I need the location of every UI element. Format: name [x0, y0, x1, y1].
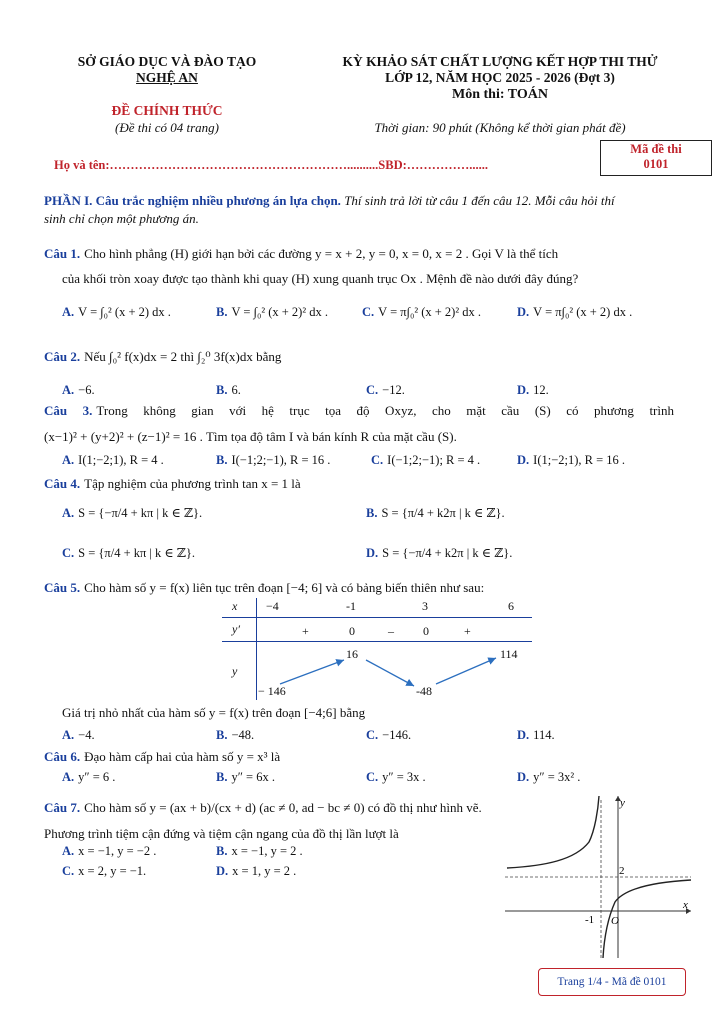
q1-option-b: B. V = ∫₀² (x + 2)² dx .	[216, 305, 328, 319]
arrow-down	[366, 660, 414, 686]
q7-option-b: B. x = −1, y = 2 .	[216, 844, 303, 858]
table-x-value: -1	[346, 599, 356, 613]
variation-arrows	[222, 598, 532, 700]
y-axis-label: y	[620, 797, 625, 809]
label-origin: O	[611, 915, 619, 927]
table-sign: +	[464, 624, 471, 638]
q1-text: Câu 1. Cho hình phẳng (H) giới hạn bởi các đường y = x + 2, y = 0, x = 0, x = 2 . Gọi V là thể tích	[44, 246, 559, 261]
official-label: ĐỀ CHÍNH THỨC	[111, 103, 223, 118]
q5-option-a: A. −4.	[62, 728, 95, 742]
table-x-value: 3	[422, 599, 428, 613]
part1-instructions: PHẦN I. Câu trắc nghiệm nhiều phương án lựa chọn. Thí sinh trả lời từ câu 1 đến câu 12. Mỗi câu hỏi thí sinh chỉ chọn một phương án.	[44, 193, 615, 226]
q1-text-b: của khối tròn xoay được tạo thành khi quay (H) xung quanh trục Ox . Mệnh đề nào dưới đây đúng?	[62, 271, 579, 286]
exam-code-value: 0101	[643, 157, 669, 171]
q7-option-d: D. x = 1, y = 2 .	[216, 864, 297, 878]
q6-text: Câu 6. Đạo hàm cấp hai của hàm số y = x³ là	[44, 749, 281, 764]
q6-option-b: B. y″ = 6x .	[216, 770, 275, 784]
pages-note: (Đề thi có 04 trang)	[115, 120, 219, 135]
q2-option-d: D. 12.	[517, 383, 549, 397]
q4-option-a: A. S = {−π/4 + kπ | k ∈ ℤ}.	[62, 506, 203, 520]
q4-text: Câu 4. Tập nghiệm của phương trình tan x = 1 là	[44, 476, 301, 491]
table-y-value: 114	[500, 647, 518, 661]
q2-option-c: C. −12.	[366, 383, 405, 397]
x-axis-label: x	[683, 899, 688, 911]
left-branch	[507, 796, 599, 868]
q6-option-a: A. y″ = 6 .	[62, 770, 116, 784]
table-y-value: -48	[416, 684, 432, 698]
department-name: SỞ GIÁO DỤC VÀ ĐÀO TẠO	[77, 54, 257, 69]
q7-option-c: C. x = 2, y = −1.	[62, 864, 147, 878]
q7-option-a: A. x = −1, y = −2 .	[62, 844, 157, 858]
q2-option-a: A. −6.	[62, 383, 95, 397]
q1-option-a: A. V = ∫₀² (x + 2) dx .	[62, 305, 171, 319]
q6-option-d: D. y″ = 3x² .	[517, 770, 581, 784]
q6-option-c: C. y″ = 3x .	[366, 770, 426, 784]
exam-title: KỲ KHẢO SÁT CHẤT LƯỢNG KẾT HỢP THI THỬ	[342, 54, 658, 69]
department-location: NGHỆ AN	[136, 70, 198, 85]
q4-option-d: D. S = {−π/4 + k2π | k ∈ ℤ}.	[366, 546, 513, 560]
table-x-value: −4	[266, 599, 279, 613]
q3-text-b: (x−1)² + (y+2)² + (z−1)² = 16 . Tìm tọa độ tâm I và bán kính R của mặt cầu (S).	[44, 429, 457, 444]
q3-option-c: C. I(−1;2;−1); R = 4 .	[371, 453, 481, 467]
q2-option-b: B. 6.	[216, 383, 241, 397]
q7-text-b: Phương trình tiệm cận đứng và tiệm cận ngang của đồ thị lần lượt là	[44, 826, 399, 841]
hyperbola-graph	[505, 790, 695, 960]
exam-code-label: Mã đề thi	[630, 142, 682, 156]
table-x-label: x	[232, 599, 238, 613]
q5-option-b: B. −48.	[216, 728, 255, 742]
q2-text: Câu 2. Nếu ∫₀² f(x)dx = 2 thì ∫₂⁰ 3f(x)dx bằng	[44, 349, 282, 364]
variation-table	[222, 598, 532, 700]
label-2: 2	[619, 865, 625, 877]
table-y-label: y	[232, 664, 238, 678]
arrow-up-1	[280, 660, 344, 684]
q7-graph	[505, 790, 695, 960]
q5-option-d: D. 114.	[517, 728, 555, 742]
q3-option-b: B. I(−1;2;−1), R = 16 .	[216, 453, 331, 467]
q1-option-d: D. V = π∫₀² (x + 2) dx .	[517, 305, 633, 319]
q5-question: Giá trị nhỏ nhất của hàm số y = f(x) trên đoạn [−4;6] bằng	[62, 705, 366, 720]
q7-text: Câu 7. Cho hàm số y = (ax + b)/(cx + d) (ac ≠ 0, ad − bc ≠ 0) có đồ thị như hình vẽ.	[44, 800, 482, 815]
q3-option-d: D. I(1;−2;1), R = 16 .	[517, 453, 626, 467]
table-y-value: 16	[346, 647, 358, 661]
exam-code-box	[600, 140, 712, 176]
q3-option-a: A. I(1;−2;1), R = 4 .	[62, 453, 164, 467]
table-x-value: 6	[508, 599, 514, 613]
exam-grade: LỚP 12, NĂM HỌC 2025 - 2026 (Đợt 3)	[385, 70, 615, 85]
table-sign: 0	[349, 624, 355, 638]
table-sign: +	[302, 624, 309, 638]
q5-option-c: C. −146.	[366, 728, 412, 742]
q4-option-b: B. S = {π/4 + k2π | k ∈ ℤ}.	[366, 506, 505, 520]
q3-text: Câu 3. Trong không gian với hệ trục tọa độ Oxyz, cho mặt cầu (S) có phương trình	[44, 403, 674, 418]
q5-text: Câu 5. Cho hàm số y = f(x) liên tục trên đoạn [−4; 6] và có bảng biến thiên như sau:	[44, 580, 485, 595]
exam-time: Thời gian: 90 phút (Không kể thời gian phát đề)	[374, 120, 626, 135]
part1-title: PHẦN I. Câu trắc nghiệm nhiều phương án lựa chọn.	[44, 193, 341, 208]
table-yp-label: y′	[232, 622, 240, 636]
q4-option-c: C. S = {π/4 + kπ | k ∈ ℤ}.	[62, 546, 196, 560]
name-line: Họ và tên:…………………………………………………..........SBD:……………......	[54, 158, 489, 172]
q1-option-c: C. V = π∫₀² (x + 2)² dx .	[362, 305, 481, 319]
subject: Môn thi: TOÁN	[452, 87, 548, 102]
label-minus-1: -1	[585, 914, 595, 926]
table-sign: 0	[423, 624, 429, 638]
table-y-value: − 146	[258, 684, 286, 698]
page-footer: Trang 1/4 - Mã đề 0101	[538, 968, 686, 996]
arrow-up-2	[436, 658, 496, 684]
table-sign: –	[388, 624, 394, 638]
